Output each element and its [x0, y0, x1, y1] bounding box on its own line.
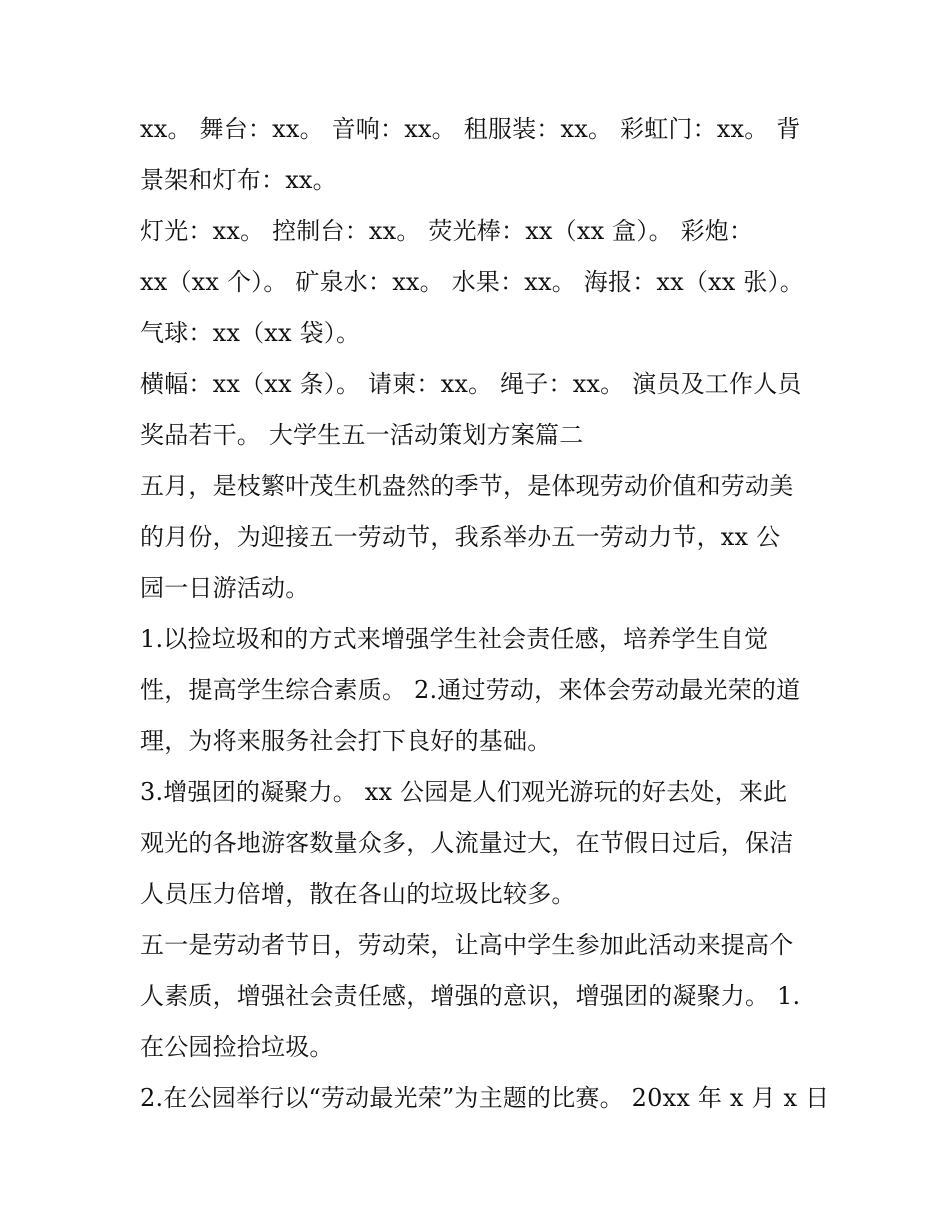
text-line: 理，为将来服务社会打下良好的基础。 — [140, 727, 552, 755]
text-line: 景架和灯布：xx。 — [140, 166, 337, 194]
text-line: 灯光：xx。 控制台：xx。 荧光棒：xx（xx 盒）。 彩炮： — [140, 217, 754, 245]
document-body — [140, 104, 840, 1124]
text-line: 2.在公园举行以“劳动最光荣”为主题的比赛。 20xx 年 x 月 x 日 — [140, 1084, 830, 1112]
text-line: 观光的各地游客数量众多，人流量过大，在节假日过后，保洁 — [140, 829, 794, 857]
text-line: 性，提高学生综合素质。 2.通过劳动，来体会劳动最光荣的道 — [140, 676, 801, 704]
text-line: 横幅：xx（xx 条）。 请柬：xx。 绳子：xx。 演员及工作人员 — [140, 370, 802, 398]
text-line: 3.增强团的凝聚力。 xx 公园是人们观光游玩的好去处，来此 — [140, 778, 788, 806]
text-line: 园一日游活动。 — [140, 574, 310, 602]
text-line: 的月份，为迎接五一劳动节，我系举办五一劳动力节，xx 公 — [140, 523, 781, 551]
text-line: 五一是劳动者节日，劳动荣，让高中学生参加此活动来提高个 — [140, 931, 794, 959]
text-line: xx。 舞台：xx。 音响：xx。 租服装：xx。 彩虹门：xx。 背 — [140, 115, 801, 143]
text-line: 人员压力倍增，散在各山的垃圾比较多。 — [140, 880, 576, 908]
text-line: 气球：xx（xx 袋）。 — [140, 319, 361, 347]
text-line: 五月，是枝繁叶茂生机盎然的季节，是体现劳动价值和劳动美 — [140, 472, 794, 500]
text-line: 人素质，增强社会责任感，增强的意识，增强团的凝聚力。 1. — [140, 982, 801, 1010]
text-line: 1.以捡垃圾和的方式来增强学生社会责任感，培养学生自觉 — [140, 625, 769, 653]
text-line: 在公园捡拾垃圾。 — [140, 1033, 334, 1061]
text-line: xx（xx 个）。 矿泉水：xx。 水果：xx。 海报：xx（xx 张）。 — [140, 268, 804, 296]
text-line: 奖品若干。 大学生五一活动策划方案篇二 — [140, 421, 584, 449]
